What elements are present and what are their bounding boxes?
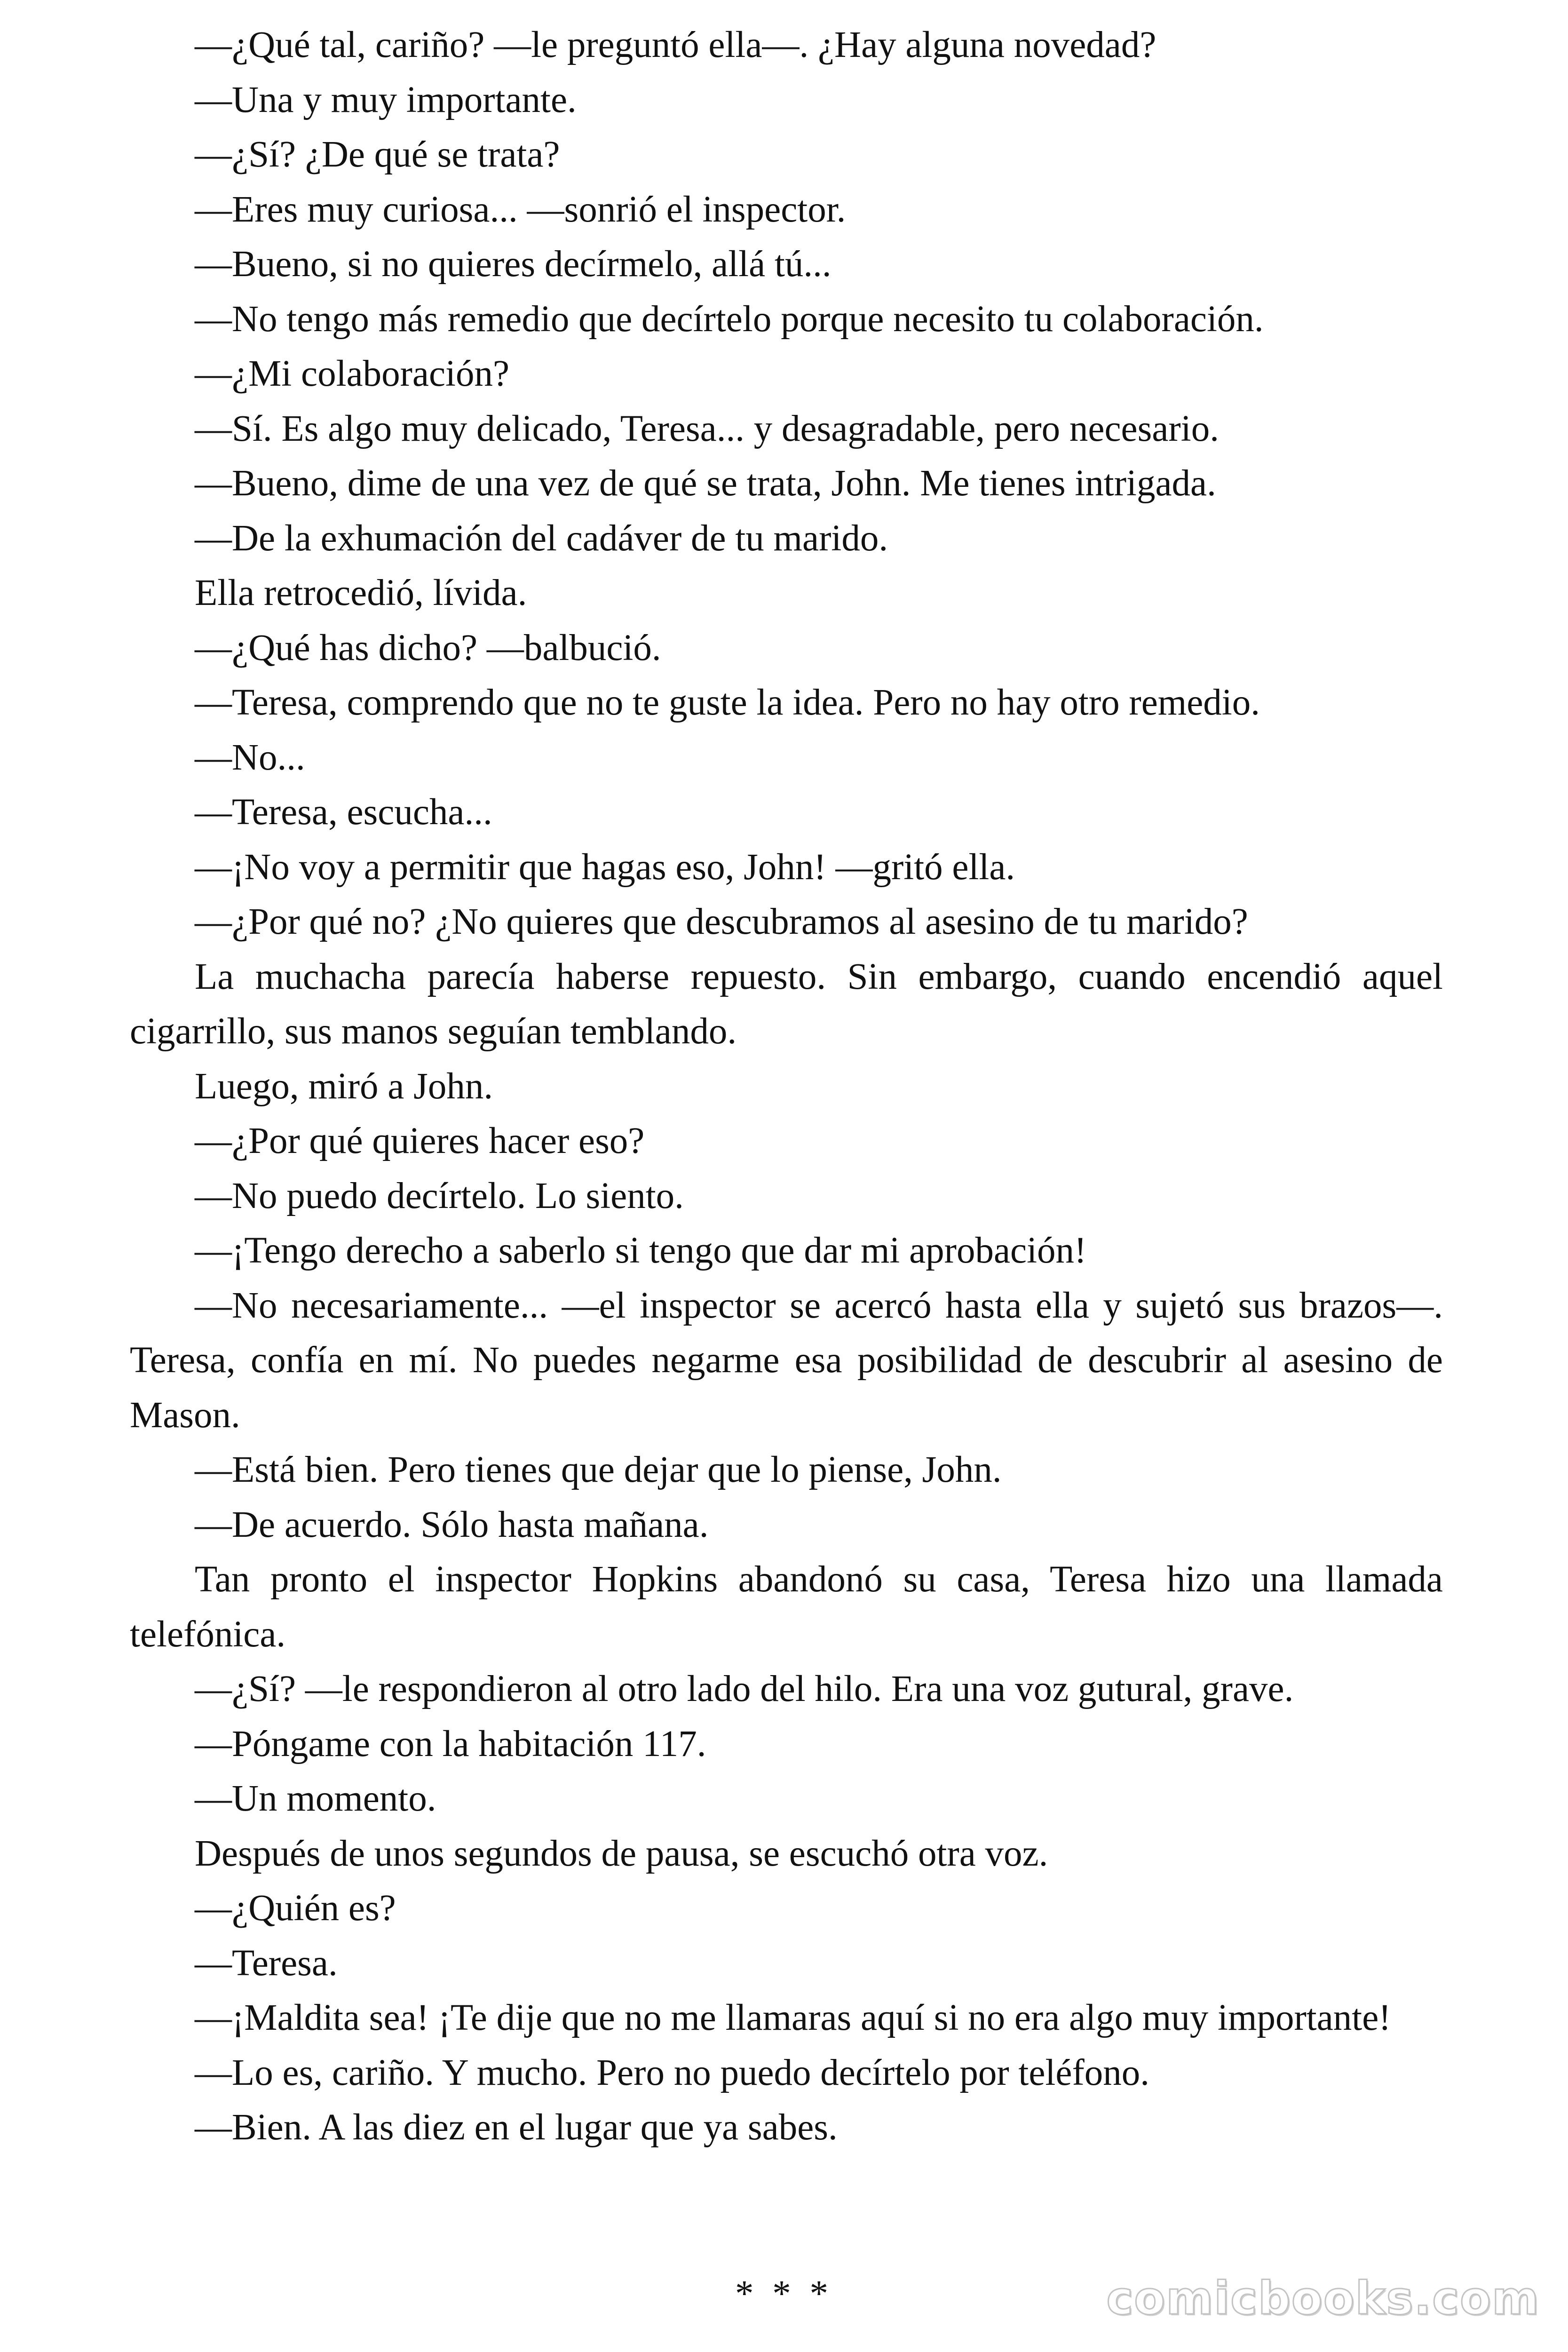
- paragraph: —No puedo decírtelo. Lo siento.: [195, 1175, 684, 1216]
- paragraph: Ella retrocedió, lívida.: [195, 572, 527, 613]
- paragraph: —¿Sí? —le respondieron al otro lado del hilo. Era una voz gutural, grave.: [195, 1669, 1294, 1709]
- paragraph: —Teresa, comprendo que no te guste la idea. Pero no hay otro remedio.: [195, 682, 1260, 723]
- body-text: [130, 18, 1443, 2155]
- paragraph: Luego, miró a John.: [195, 1065, 493, 1107]
- paragraph: —Sí. Es algo muy delicado, Teresa... y desagradable, pero necesario.: [195, 408, 1219, 449]
- paragraph: —Póngame con la habitación 117.: [195, 1723, 706, 1764]
- paragraph: —¿Mi colaboración?: [195, 353, 510, 394]
- paragraph: Tan pronto el inspector Hopkins abandonó su casa, Teresa hizo una llamada telefónica.: [130, 1559, 1443, 1655]
- paragraph: —¿Quién es?: [195, 1888, 396, 1929]
- section-break: * * *: [735, 2273, 833, 2314]
- paragraph: —¡Maldita sea! ¡Te dije que no me llamaras aquí si no era algo muy importante!: [195, 1997, 1391, 2038]
- watermark-logo: comicbooks.com: [1106, 2272, 1540, 2325]
- paragraph: La muchacha parecía haberse repuesto. Sin embargo, cuando encendió aquel cigarrillo, sus manos seguían temblando.: [130, 956, 1443, 1052]
- paragraph: —De la exhumación del cadáver de tu marido.: [195, 517, 888, 559]
- paragraph: —Bueno, si no quieres decírmelo, allá tú...: [195, 244, 832, 285]
- paragraph: —Está bien. Pero tienes que dejar que lo piense, John.: [195, 1449, 1002, 1490]
- paragraph: —No...: [195, 737, 305, 778]
- paragraph: —De acuerdo. Sólo hasta mañana.: [195, 1504, 709, 1545]
- paragraph: —¿Qué has dicho? —balbució.: [195, 627, 661, 668]
- paragraph: —Bien. A las diez en el lugar que ya sabes.: [195, 2107, 838, 2148]
- paragraph: —No necesariamente... —el inspector se acercó hasta ella y sujetó sus brazos—. Teresa, confía en mí. No puedes negarme esa posibilidad de descubrir al asesino de Mason.: [130, 1285, 1443, 1436]
- paragraph: —Teresa, escucha...: [195, 792, 492, 833]
- paragraph: —¡Tengo derecho a saberlo si tengo que dar mi aprobación!: [195, 1230, 1087, 1271]
- paragraph: —Bueno, dime de una vez de qué se trata, John. Me tienes intrigada.: [195, 463, 1216, 504]
- paragraph: —¿Qué tal, cariño? —le preguntó ella—. ¿Hay alguna novedad?: [195, 24, 1156, 65]
- paragraph: —¿Por qué quieres hacer eso?: [195, 1120, 645, 1161]
- paragraph: —Un momento.: [195, 1778, 436, 1819]
- paragraph: —No tengo más remedio que decírtelo porque necesito tu colaboración.: [195, 298, 1264, 340]
- paragraph: —Una y muy importante.: [195, 79, 577, 120]
- paragraph: —¿Por qué no? ¿No quieres que descubramos al asesino de tu marido?: [195, 901, 1248, 942]
- paragraph: —¡No voy a permitir que hagas eso, John! —gritó ella.: [195, 846, 1015, 888]
- paragraph: Después de unos segundos de pausa, se escuchó otra voz.: [195, 1833, 1048, 1874]
- paragraph: —Teresa.: [195, 1942, 338, 1984]
- paragraph: —Eres muy curiosa... —sonrió el inspector.: [195, 189, 846, 230]
- paragraph: —Lo es, cariño. Y mucho. Pero no puedo decírtelo por teléfono.: [195, 2052, 1150, 2093]
- paragraph: —¿Sí? ¿De qué se trata?: [195, 134, 560, 175]
